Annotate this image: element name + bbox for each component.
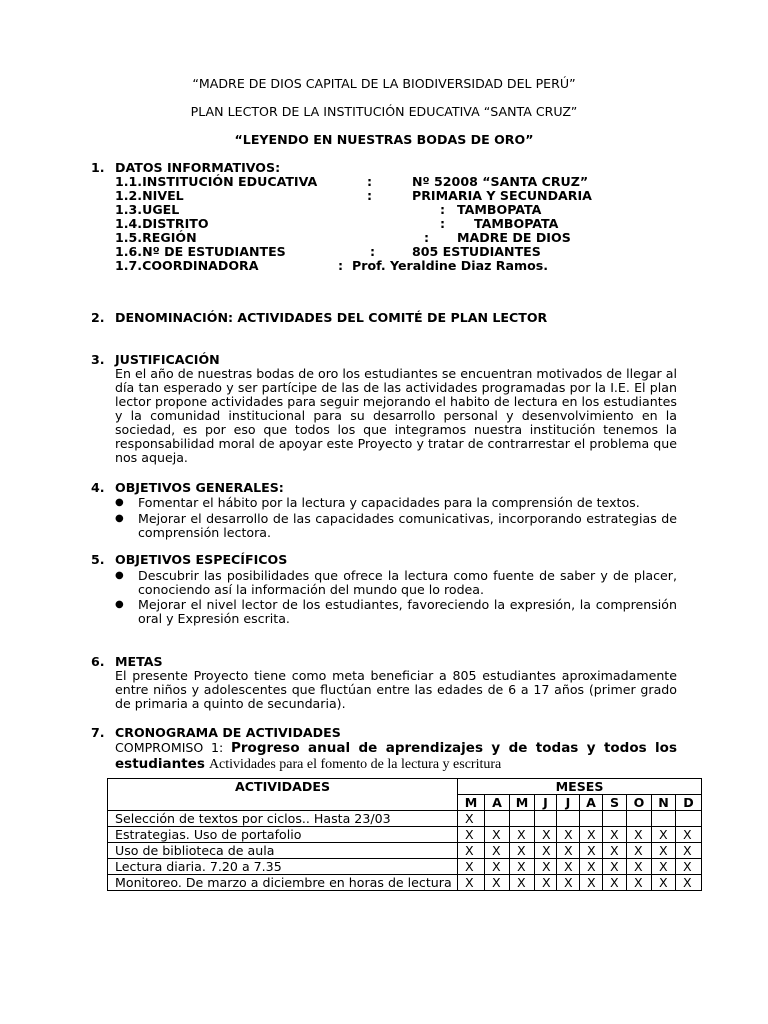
info-value: PRIMARIA Y SECUNDARIA [412, 188, 592, 203]
month-mark-cell: X [485, 827, 510, 843]
month-mark-cell [652, 811, 676, 827]
month-header: A [580, 795, 603, 811]
info-row [115, 258, 549, 273]
month-header: O [627, 795, 652, 811]
month-mark-cell: X [603, 859, 627, 875]
month-mark-cell: X [485, 843, 510, 859]
project-title: “LEYENDO EN NUESTRAS BODAS DE ORO” [234, 132, 534, 147]
table-row [108, 811, 702, 827]
activity-cell: Uso de biblioteca de aula [108, 843, 458, 859]
month-mark-cell: X [580, 875, 603, 891]
section-1-number: 1. [91, 160, 105, 175]
months-header: MESES [458, 779, 702, 795]
month-mark-cell [557, 811, 580, 827]
table-header-row [108, 779, 702, 795]
section-4-title: OBJETIVOS GENERALES: [115, 480, 284, 495]
info-label: 1.1.INSTITUCIÓN EDUCATIVA [115, 174, 318, 189]
month-mark-cell: X [557, 875, 580, 891]
month-mark-cell: X [652, 827, 676, 843]
section-3-title: JUSTIFICACIÓN [115, 352, 220, 367]
info-label: 1.2.NIVEL [115, 188, 184, 203]
commitment-heading: Progreso anual de aprendizajes y de todas y todos los estudiantes [115, 740, 677, 772]
month-mark-cell: X [676, 859, 702, 875]
month-mark-cell: X [557, 843, 580, 859]
info-label: 1.3.UGEL [115, 202, 180, 217]
month-header: J [557, 795, 580, 811]
month-mark-cell: X [535, 859, 557, 875]
month-mark-cell: X [676, 843, 702, 859]
section-3-number: 3. [91, 352, 105, 367]
section-2-title: DENOMINACIÓN: ACTIVIDADES DEL COMITÉ DE PLAN LECTOR [115, 310, 548, 325]
bullet-icon: ● [115, 497, 124, 508]
info-separator: : [424, 230, 430, 245]
section-2-number: 2. [91, 310, 105, 325]
month-mark-cell: X [458, 843, 485, 859]
month-header: A [485, 795, 510, 811]
info-label: 1.6.Nº DE ESTUDIANTES [115, 244, 286, 259]
month-mark-cell: X [580, 859, 603, 875]
month-header: N [652, 795, 676, 811]
info-separator: : [440, 202, 446, 217]
info-value: TAMBOPATA [474, 216, 559, 231]
month-mark-cell: X [652, 843, 676, 859]
section-7-title: CRONOGRAMA DE ACTIVIDADES [115, 725, 341, 740]
activity-cell: Estrategias. Uso de portafolio [108, 827, 458, 843]
month-mark-cell: X [485, 875, 510, 891]
info-row [115, 202, 542, 217]
month-mark-cell [485, 811, 510, 827]
info-row [115, 174, 589, 189]
month-mark-cell: X [676, 827, 702, 843]
institution-motto: “MADRE DE DIOS CAPITAL DE LA BIODIVERSIDAD DEL PERÚ” [192, 76, 576, 91]
month-header: M [510, 795, 535, 811]
month-mark-cell: X [652, 859, 676, 875]
info-label: 1.5.REGIÓN [115, 230, 197, 245]
info-row [115, 188, 592, 203]
month-mark-cell: X [510, 827, 535, 843]
goals-text: El presente Proyecto tiene como meta beneficiar a 805 estudiantes aproximadamente entre niños y adolescentes que fluctúan entre las edades de 6 a 17 años (primer grado de primaria a quinto de secundaria). [115, 668, 677, 711]
table-row [108, 859, 702, 875]
activity-cell: Lectura diaria. 7.20 a 7.35 [108, 859, 458, 875]
month-mark-cell: X [485, 859, 510, 875]
commitment-text [115, 740, 677, 773]
list-item-text: Mejorar el desarrollo de las capacidades comunicativas, incorporando estrategias de comprensión lectora. [138, 511, 677, 540]
info-label: 1.7.COORDINADORA [115, 258, 259, 273]
section-6-title: METAS [115, 654, 163, 669]
month-mark-cell: X [603, 875, 627, 891]
info-value: Nº 52008 “SANTA CRUZ” [412, 174, 589, 189]
commitment-label: COMPROMISO 1: [115, 740, 224, 755]
month-mark-cell: X [603, 843, 627, 859]
month-mark-cell [627, 811, 652, 827]
commitment-subtitle: Actividades para el fomento de la lectura y escritura [208, 757, 502, 772]
month-header: M [458, 795, 485, 811]
month-mark-cell: X [627, 827, 652, 843]
month-mark-cell: X [458, 875, 485, 891]
month-mark-cell: X [510, 875, 535, 891]
section-6-number: 6. [91, 654, 105, 669]
month-header: D [676, 795, 702, 811]
table-row [108, 827, 702, 843]
section-7-number: 7. [91, 725, 105, 740]
section-5-number: 5. [91, 552, 105, 567]
month-mark-cell: X [580, 843, 603, 859]
info-separator: : [367, 174, 373, 189]
month-mark-cell: X [557, 859, 580, 875]
table-row [108, 843, 702, 859]
section-5-title: OBJETIVOS ESPECÍFICOS [115, 552, 288, 567]
month-mark-cell [603, 811, 627, 827]
plan-title: PLAN LECTOR DE LA INSTITUCIÓN EDUCATIVA “SANTA CRUZ” [190, 104, 578, 119]
bullet-icon: ● [115, 599, 124, 610]
info-separator: : [370, 244, 376, 259]
info-value: MADRE DE DIOS [457, 230, 571, 245]
month-mark-cell: X [458, 859, 485, 875]
list-item-text: Descubrir las posibilidades que ofrece la lectura como fuente de saber y de placer, conociendo así la información del mundo que lo rodea. [138, 568, 677, 597]
list-item-text: Mejorar el nivel lector de los estudiantes, favoreciendo la expresión, la comprensión oral y Expresión escrita. [138, 597, 677, 626]
month-mark-cell: X [557, 827, 580, 843]
month-mark-cell [510, 811, 535, 827]
list-item-text: Fomentar el hábito por la lectura y capacidades para la comprensión de textos. [138, 495, 640, 510]
month-mark-cell: X [458, 811, 485, 827]
month-mark-cell [676, 811, 702, 827]
info-row [115, 216, 559, 231]
month-mark-cell: X [627, 843, 652, 859]
info-row [115, 244, 541, 259]
month-header: J [535, 795, 557, 811]
month-mark-cell: X [510, 843, 535, 859]
section-4-number: 4. [91, 480, 105, 495]
month-mark-cell: X [676, 875, 702, 891]
info-label: 1.4.DISTRITO [115, 216, 209, 231]
month-mark-cell: X [580, 827, 603, 843]
activity-cell: Monitoreo. De marzo a diciembre en horas de lectura [108, 875, 458, 891]
section-1-title: DATOS INFORMATIVOS: [115, 160, 281, 175]
month-mark-cell: X [535, 875, 557, 891]
month-mark-cell: X [458, 827, 485, 843]
table-row [108, 875, 702, 891]
info-value: TAMBOPATA [457, 202, 542, 217]
justification-text: En el año de nuestras bodas de oro los estudiantes se encuentran motivados de llegar al día tan esperado y ser partícipe de las de las actividades programadas por la I.E. El plan lector propone actividades para seguir mejorando el habito de lectura en los estudiantes y la comunidad institucional para su desarrollo personal y desenvolvimiento en la sociedad, es por eso que todos los que integramos nuestra institución tenemos la responsabilidad moral de apoyar este Proyecto y tratar de contrarrestar el problema que nos aqueja. [115, 366, 677, 465]
info-value: Prof. Yeraldine Diaz Ramos. [352, 258, 549, 273]
info-row [115, 230, 571, 245]
bullet-icon: ● [115, 570, 124, 581]
info-separator: : [367, 188, 373, 203]
month-mark-cell: X [535, 827, 557, 843]
month-mark-cell: X [652, 875, 676, 891]
month-mark-cell: X [627, 875, 652, 891]
month-mark-cell [580, 811, 603, 827]
month-header: S [603, 795, 627, 811]
activities-header: ACTIVIDADES [108, 779, 458, 811]
info-value: 805 ESTUDIANTES [412, 244, 541, 259]
month-mark-cell: X [535, 843, 557, 859]
month-mark-cell [535, 811, 557, 827]
month-mark-cell: X [627, 859, 652, 875]
month-mark-cell: X [510, 859, 535, 875]
month-mark-cell: X [603, 827, 627, 843]
activity-cell: Selección de textos por ciclos.. Hasta 23/03 [108, 811, 458, 827]
info-separator: : [338, 258, 344, 273]
bullet-icon: ● [115, 513, 124, 524]
schedule-table [107, 778, 702, 891]
info-separator: : [440, 216, 446, 231]
